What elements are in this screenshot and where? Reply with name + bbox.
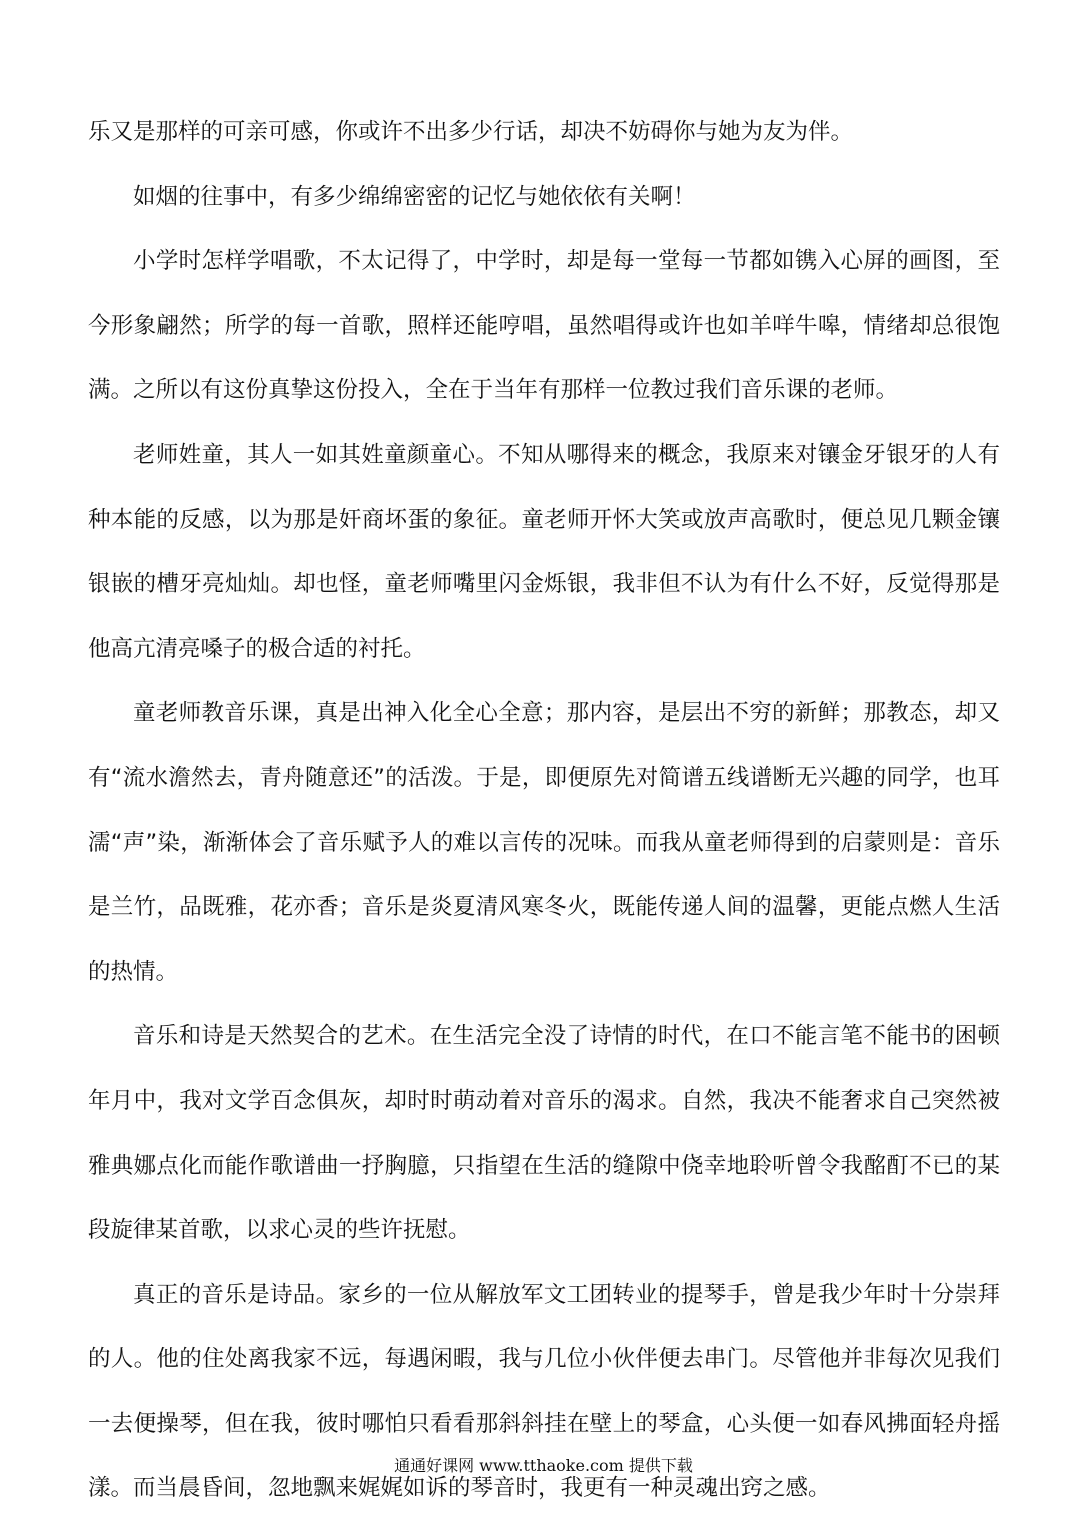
paragraph-5: 童老师教音乐课，真是出神入化全心全意；那内容，是层出不穷的新鲜；那教态，却又有“流水澹然去，青舟随意还”的活泼。于是，即便原先对简谱五线谱断无兴趣的同学，也耳濡“声”染，渐渐体会了音乐赋予人的难以言传的况味。而我从童老师得到的启蒙则是：音乐是兰竹，品既雅，花亦香；音乐是炎夏清风寒冬火，既能传递人间的温馨，更能点燃人生活的热情。 [88, 700, 1000, 985]
paragraph-3: 小学时怎样学唱歌，不太记得了，中学时，却是每一堂每一节都如镌入心屏的画图，至今形象翩然；所学的每一首歌，照样还能哼唱，虽然唱得或许也如羊咩牛嗥，情绪却总很饱满。之所以有这份真挚这份投入，全在于当年有那样一位教过我们音乐课的老师。 [88, 248, 1000, 404]
document-body [88, 100, 1000, 1521]
paragraph-6: 音乐和诗是天然契合的艺术。在生活完全没了诗情的时代，在口不能言笔不能书的困顿年月中，我对文学百念俱灰，却时时萌动着对音乐的渴求。自然，我决不能奢求自己突然被雅典娜点化而能作歌谱曲一抒胸臆，只指望在生活的缝隙中侥幸地聆听曾令我酩酊不已的某段旋律某首歌，以求心灵的些许抚慰。 [88, 1023, 1000, 1244]
page-footer: 通通好课网 www.tthaoke.com 提供下载 [394, 1456, 693, 1475]
paragraph-2: 如烟的往事中，有多少绵绵密密的记忆与她依依有关啊！ [133, 183, 696, 210]
paragraph-1: 乐又是那样的可亲可感，你或许不出多少行话，却决不妨碍你与她为友为伴。 [88, 119, 854, 145]
paragraph-4: 老师姓童，其人一如其姓童颜童心。不知从哪得来的概念，我原来对镶金牙银牙的人有种本能的反感，以为那是奸商坏蛋的象征。童老师开怀大笑或放声高歌时，便总见几颗金镶银嵌的槽牙亮灿灿。却也怪，童老师嘴里闪金烁银，我非但不认为有什么不好，反觉得那是他高亢清亮嗓子的极合适的衬托。 [88, 441, 1000, 662]
paragraph-7: 真正的音乐是诗品。家乡的一位从解放军文工团转业的提琴手，曾是我少年时十分崇拜的人。他的住处离我家不远，每遇闲暇，我与几位小伙伴便去串门。尽管他并非每次见我们一去便操琴，但在我，彼时哪怕只看看那斜斜挂在壁上的琴盒，心头便一如春风拂面轻舟摇漾。而当晨昏间，忽地飘来娓娓如诉的琴音时，我更有一种灵魂出窍之感。 [88, 1281, 1000, 1502]
